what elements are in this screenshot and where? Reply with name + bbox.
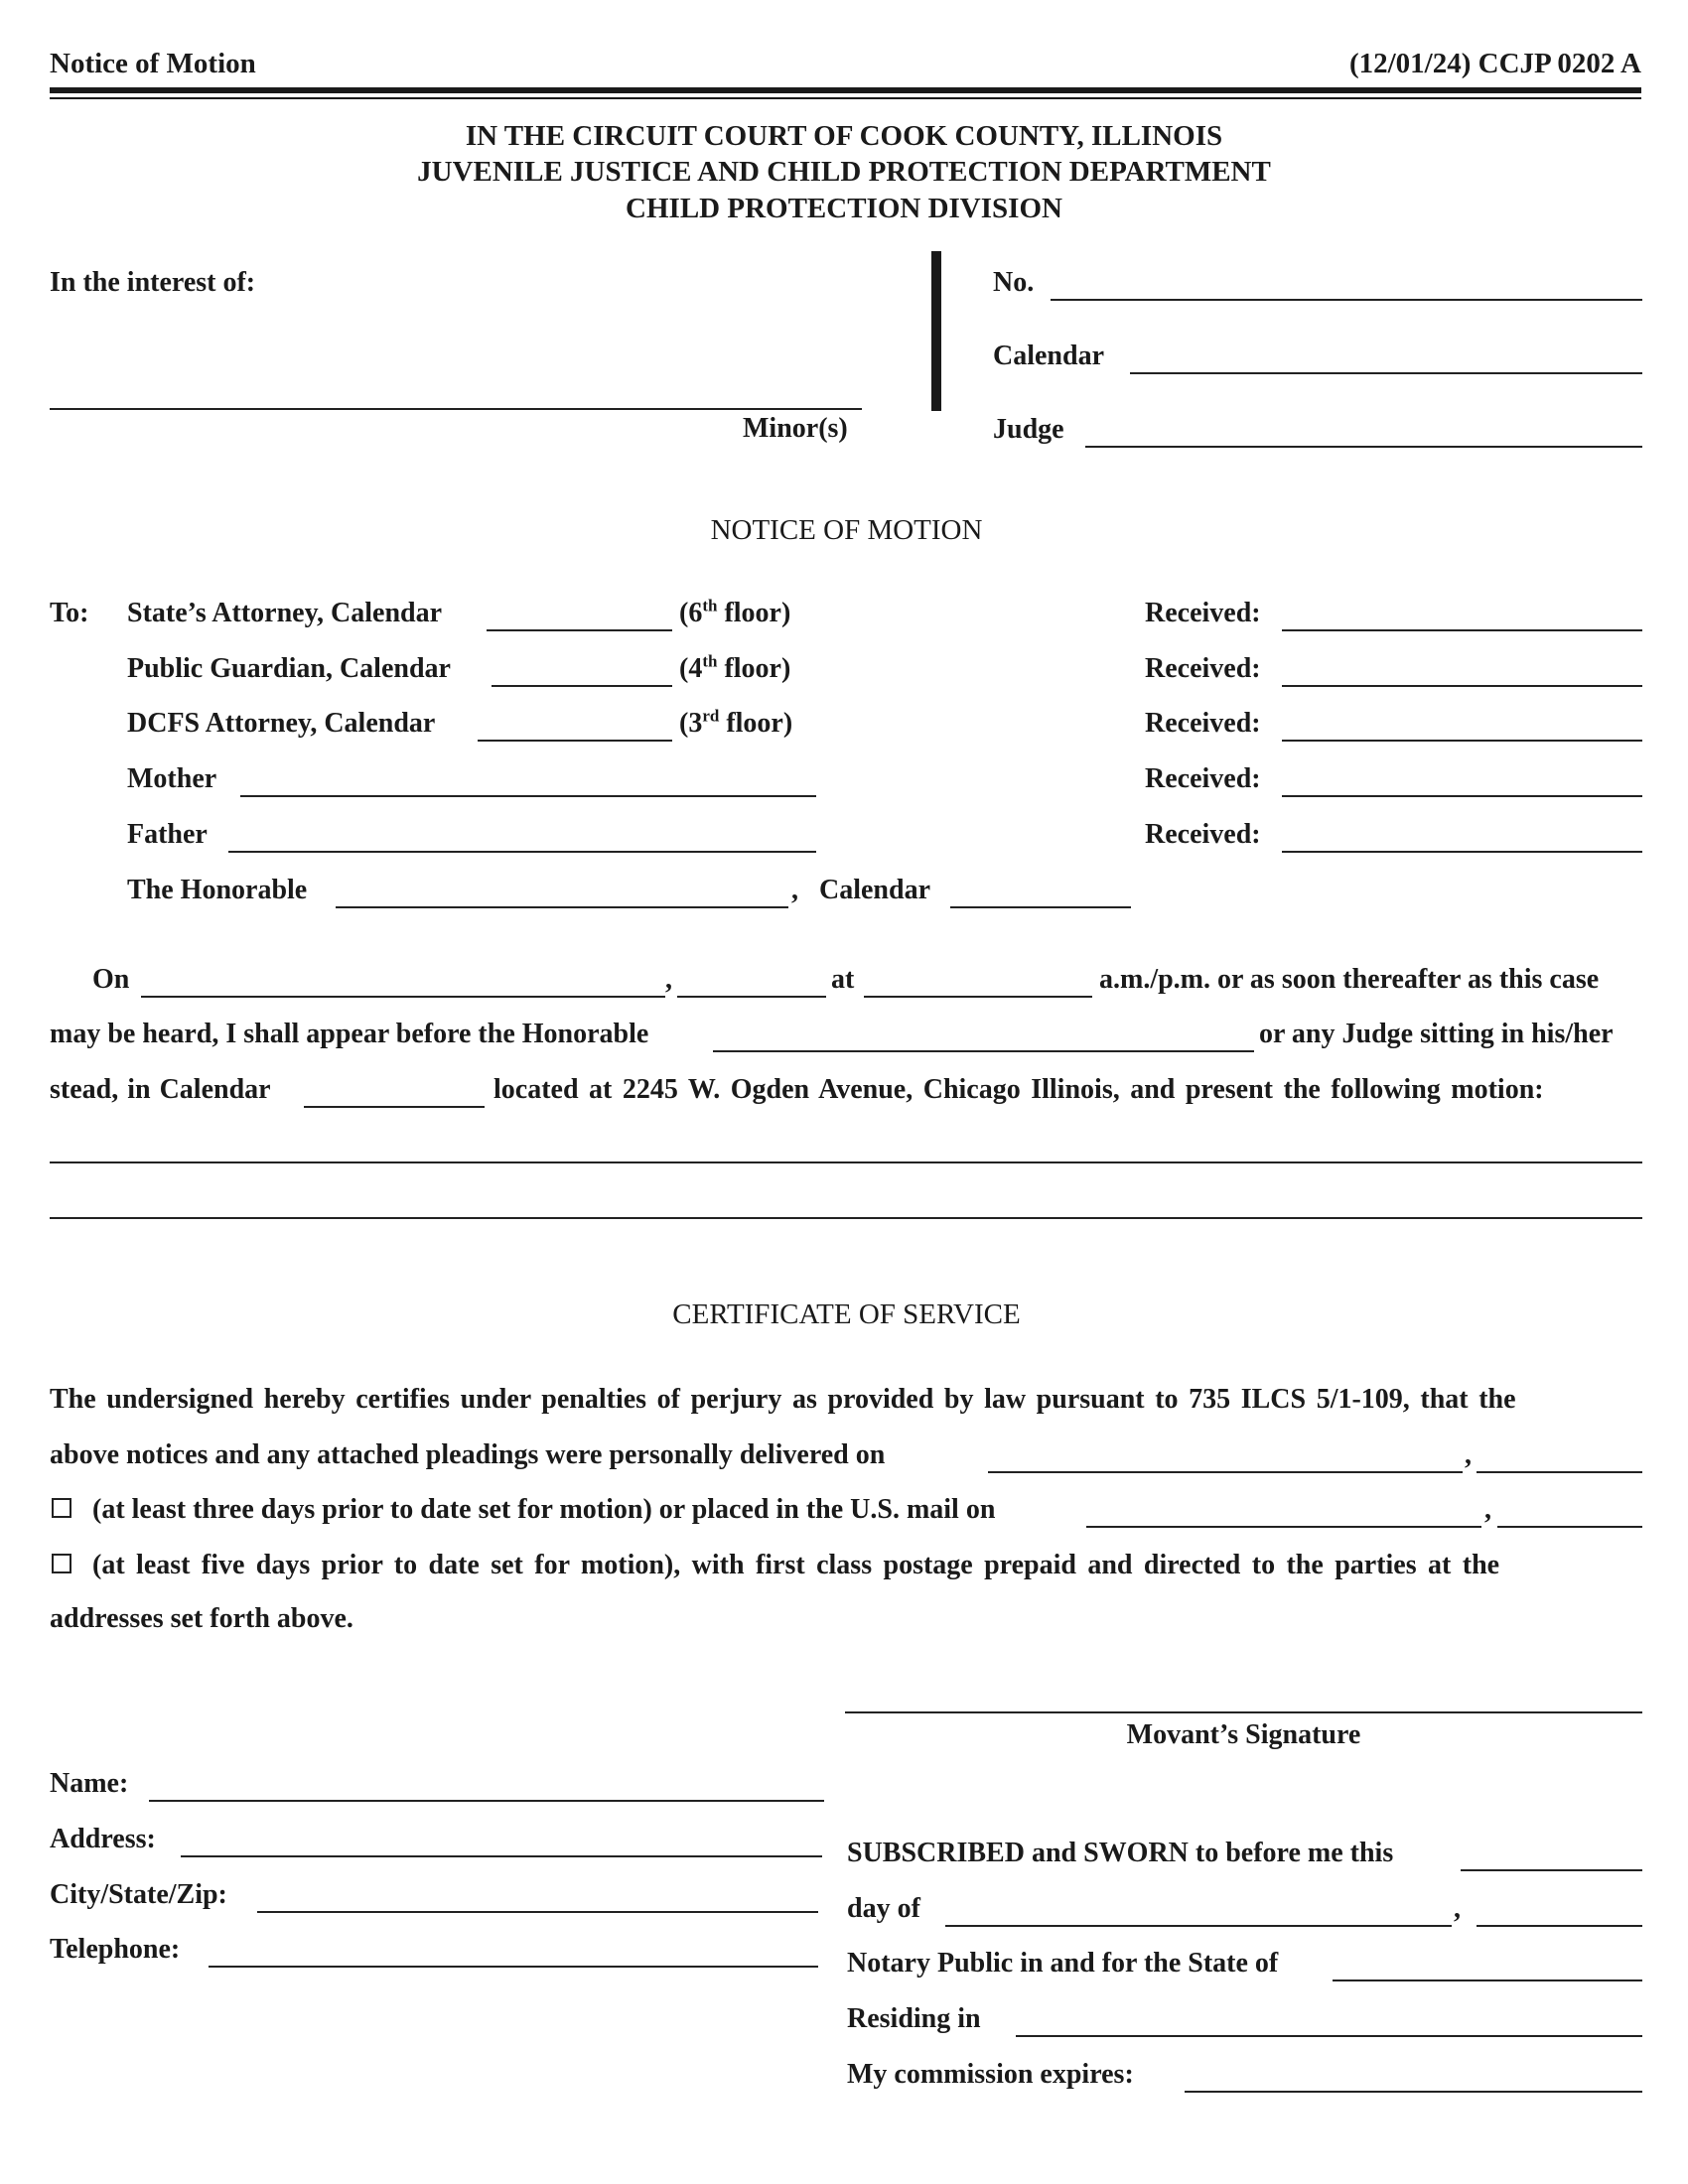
received-label-4: Received:: [1145, 763, 1261, 794]
telephone-input[interactable]: [209, 1938, 818, 1968]
residing-label: Residing in: [847, 2003, 981, 2034]
subscribed-label: SUBSCRIBED and SWORN to before me this: [847, 1838, 1394, 1868]
address-input[interactable]: [181, 1828, 822, 1857]
dcfs-label: DCFS Attorney, Calendar: [127, 708, 436, 739]
received-label-1: Received:: [1145, 598, 1261, 628]
day-of-month-input[interactable]: [945, 1897, 1452, 1927]
court-line-3: CHILD PROTECTION DIVISION: [626, 193, 1062, 224]
sa-floor: (6th floor): [679, 596, 791, 628]
received-input-2[interactable]: [1282, 657, 1642, 687]
movant-signature-label: Movant’s Signature: [1126, 1719, 1361, 1750]
notice-title: NOTICE OF MOTION: [710, 514, 983, 546]
minor-name-input[interactable]: [50, 380, 862, 410]
father-label: Father: [127, 819, 208, 850]
received-input-4[interactable]: [1282, 767, 1642, 797]
motion-line3-pre: stead, in Calendar: [50, 1074, 271, 1105]
certificate-line-5: addresses set forth above.: [50, 1603, 353, 1634]
header-rule-thin: [50, 97, 1641, 99]
form-code: (12/01/24) CCJP 0202 A: [1348, 48, 1641, 79]
mail-service-checkbox[interactable]: [52, 1554, 71, 1573]
motion-honorable-input[interactable]: [713, 1023, 1254, 1052]
caption-calendar-label: Calendar: [993, 341, 1104, 371]
caption-judge-label: Judge: [993, 414, 1064, 445]
address-label: Address:: [50, 1824, 156, 1854]
father-input[interactable]: [228, 823, 816, 853]
delivered-year-input[interactable]: [1477, 1443, 1642, 1473]
motion-comma: ,: [665, 964, 672, 995]
certificate-title: CERTIFICATE OF SERVICE: [672, 1298, 1021, 1330]
certificate-line-2: above notices and any attached pleadings were personally delivered on: [50, 1439, 886, 1470]
city-state-zip-input[interactable]: [257, 1883, 818, 1913]
honorable-calendar-input[interactable]: [950, 879, 1131, 908]
mailed-comma: ,: [1484, 1494, 1491, 1525]
honorable-comma: ,: [791, 875, 798, 905]
subscribed-day-input[interactable]: [1461, 1842, 1642, 1871]
residing-input[interactable]: [1016, 2007, 1642, 2037]
motion-description-line-2[interactable]: [50, 1189, 1642, 1219]
delivered-comma: ,: [1465, 1439, 1472, 1470]
pg-label: Public Guardian, Calendar: [127, 653, 451, 684]
interest-label: In the interest of:: [50, 267, 256, 298]
pg-floor: (4th floor): [679, 651, 791, 684]
dcfs-floor: (3rd floor): [679, 706, 793, 739]
sa-label: State’s Attorney, Calendar: [127, 598, 443, 628]
motion-time-input[interactable]: [864, 968, 1092, 998]
commission-expires-input[interactable]: [1185, 2063, 1642, 2093]
commission-expires-label: My commission expires:: [847, 2059, 1134, 2090]
received-input-1[interactable]: [1282, 602, 1642, 631]
day-of-label: day of: [847, 1893, 920, 1924]
day-of-year-input[interactable]: [1477, 1897, 1642, 1927]
to-label: To:: [50, 598, 89, 628]
telephone-label: Telephone:: [50, 1934, 181, 1965]
honorable-calendar-label: Calendar: [819, 875, 930, 905]
movant-signature-input[interactable]: [845, 1684, 1642, 1713]
delivered-date-input[interactable]: [988, 1443, 1463, 1473]
name-label: Name:: [50, 1768, 129, 1799]
form-name: Notice of Motion: [50, 48, 256, 79]
received-label-2: Received:: [1145, 653, 1261, 684]
received-input-5[interactable]: [1282, 823, 1642, 853]
court-line-1: IN THE CIRCUIT COURT OF COOK COUNTY, ILLINOIS: [465, 120, 1223, 152]
motion-ampm-text: a.m./p.m. or as soon thereafter as this case: [1099, 964, 1600, 995]
motion-date-input[interactable]: [141, 968, 665, 998]
motion-year-input[interactable]: [677, 968, 826, 998]
notary-state-input[interactable]: [1333, 1952, 1642, 1981]
dcfs-calendar-input[interactable]: [478, 712, 672, 742]
honorable-label: The Honorable: [127, 875, 308, 905]
certificate-option-2: (at least five days prior to date set for motion), with first class postage prepaid and directed to the parties at the: [92, 1550, 1500, 1580]
mailed-year-input[interactable]: [1497, 1498, 1642, 1528]
caption-judge-input[interactable]: [1085, 418, 1642, 448]
caption-divider: [931, 251, 941, 411]
certificate-line-1: The undersigned hereby certifies under penalties of perjury as provided by law pursuant to 735 ILCS 5/1-109, that the: [50, 1384, 1516, 1415]
caption-calendar-input[interactable]: [1130, 344, 1642, 374]
motion-calendar-input[interactable]: [304, 1078, 485, 1108]
received-label-5: Received:: [1145, 819, 1261, 850]
motion-line3-post: located at 2245 W. Ogden Avenue, Chicago Illinois, and present the following motion:: [493, 1074, 1544, 1105]
certificate-option-1: (at least three days prior to date set for motion) or placed in the U.S. mail on: [92, 1494, 996, 1525]
received-label-3: Received:: [1145, 708, 1261, 739]
minors-label: Minor(s): [743, 413, 848, 444]
motion-at-label: at: [831, 964, 855, 995]
motion-description-line-1[interactable]: [50, 1134, 1642, 1163]
mother-input[interactable]: [240, 767, 816, 797]
name-input[interactable]: [149, 1772, 824, 1802]
received-input-3[interactable]: [1282, 712, 1642, 742]
sa-calendar-input[interactable]: [487, 602, 672, 631]
personal-delivery-checkbox[interactable]: [52, 1498, 71, 1518]
day-of-comma: ,: [1454, 1893, 1461, 1924]
header-rule-thick: [50, 87, 1641, 93]
motion-on-label: On: [92, 964, 130, 995]
pg-calendar-input[interactable]: [492, 657, 672, 687]
motion-line2-pre: may be heard, I shall appear before the Honorable: [50, 1019, 649, 1049]
mother-label: Mother: [127, 763, 217, 794]
case-no-label: No.: [993, 267, 1035, 298]
motion-line2-post: or any Judge sitting in his/her: [1259, 1019, 1614, 1049]
case-no-input[interactable]: [1051, 271, 1642, 301]
city-state-zip-label: City/State/Zip:: [50, 1879, 227, 1910]
honorable-judge-input[interactable]: [336, 879, 788, 908]
notary-state-label: Notary Public in and for the State of: [847, 1948, 1279, 1979]
mailed-date-input[interactable]: [1086, 1498, 1481, 1528]
court-line-2: JUVENILE JUSTICE AND CHILD PROTECTION DEPARTMENT: [417, 156, 1271, 188]
